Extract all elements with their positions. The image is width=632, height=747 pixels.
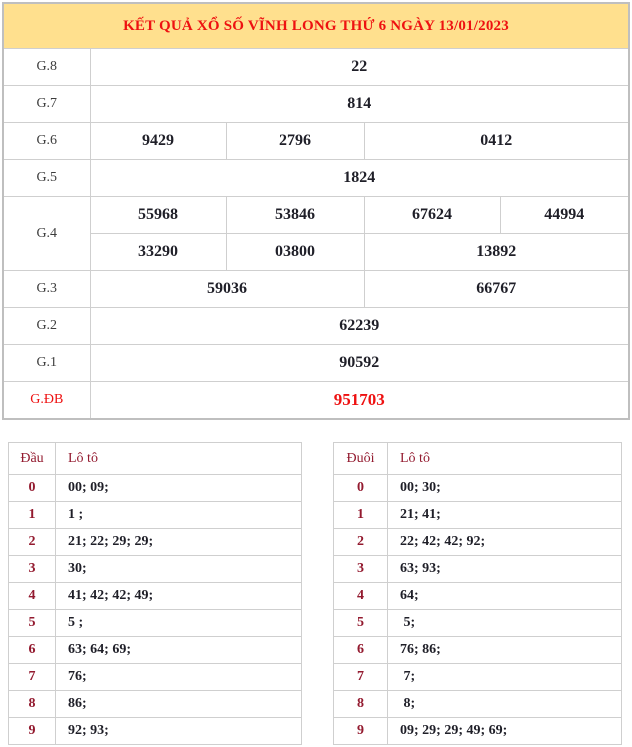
duoi-row-7	[334, 664, 622, 691]
prize-row-g5	[3, 160, 629, 197]
dau-loto-values: 41; 42; 42; 49;	[56, 583, 302, 610]
prize-label-g3: G.3	[3, 271, 90, 308]
prize-value-g1: 90592	[90, 345, 629, 382]
prize-label-g8: G.8	[3, 49, 90, 86]
duoi-loto-values: 22; 42; 42; 92;	[388, 529, 622, 556]
duoi-digit: 8	[334, 691, 388, 718]
prize-label-g1: G.1	[3, 345, 90, 382]
dau-row-7	[9, 664, 302, 691]
dau-row-4	[9, 583, 302, 610]
dau-loto-values: 1 ;	[56, 502, 302, 529]
dau-loto-table	[8, 442, 302, 745]
page-title: KẾT QUẢ XỔ SỐ VĨNH LONG THỨ 6 NGÀY 13/01/2023	[3, 3, 629, 49]
duoi-digit: 3	[334, 556, 388, 583]
duoi-loto-values: 7;	[388, 664, 622, 691]
dau-row-6	[9, 637, 302, 664]
dau-loto-column-header: Lô tô	[56, 443, 302, 475]
dau-loto-values: 63; 64; 69;	[56, 637, 302, 664]
dau-header-row	[9, 443, 302, 475]
dau-row-9	[9, 718, 302, 745]
duoi-row-8	[334, 691, 622, 718]
dau-digit: 3	[9, 556, 56, 583]
prize-label-g6: G.6	[3, 123, 90, 160]
prize-row-g7	[3, 86, 629, 123]
dau-loto-values: 76;	[56, 664, 302, 691]
dau-digit: 1	[9, 502, 56, 529]
dau-digit: 6	[9, 637, 56, 664]
duoi-loto-values: 09; 29; 29; 49; 69;	[388, 718, 622, 745]
duoi-row-2	[334, 529, 622, 556]
prize-row-g6	[3, 123, 629, 160]
title-row	[3, 3, 629, 49]
dau-column-header: Đầu	[9, 443, 56, 475]
prize-value-g2: 62239	[90, 308, 629, 345]
loto-summary-section	[2, 442, 630, 745]
prize-value-g6-3: 0412	[364, 123, 629, 160]
prize-value-g4-6: 03800	[226, 234, 364, 271]
prize-row-g3	[3, 271, 629, 308]
duoi-loto-values: 63; 93;	[388, 556, 622, 583]
dau-row-1	[9, 502, 302, 529]
dau-digit: 9	[9, 718, 56, 745]
duoi-digit: 0	[334, 475, 388, 502]
duoi-loto-values: 8;	[388, 691, 622, 718]
prize-value-g8: 22	[90, 49, 629, 86]
prize-label-g4: G.4	[3, 197, 90, 271]
prize-label-g2: G.2	[3, 308, 90, 345]
duoi-row-9	[334, 718, 622, 745]
duoi-row-1	[334, 502, 622, 529]
duoi-loto-values: 64;	[388, 583, 622, 610]
prize-row-gdb	[3, 382, 629, 420]
dau-row-8	[9, 691, 302, 718]
duoi-column-header: Đuôi	[334, 443, 388, 475]
duoi-row-3	[334, 556, 622, 583]
prize-value-g4-5: 33290	[90, 234, 226, 271]
prize-value-g3-2: 66767	[364, 271, 629, 308]
duoi-loto-values: 76; 86;	[388, 637, 622, 664]
prize-value-g4-4: 44994	[500, 197, 629, 234]
dau-row-0	[9, 475, 302, 502]
duoi-row-0	[334, 475, 622, 502]
dau-digit: 8	[9, 691, 56, 718]
duoi-row-5	[334, 610, 622, 637]
prize-value-g6-2: 2796	[226, 123, 364, 160]
prize-value-g7: 814	[90, 86, 629, 123]
duoi-loto-values: 00; 30;	[388, 475, 622, 502]
duoi-digit: 1	[334, 502, 388, 529]
prize-value-g5: 1824	[90, 160, 629, 197]
duoi-row-4	[334, 583, 622, 610]
prize-row-g1	[3, 345, 629, 382]
duoi-loto-values: 21; 41;	[388, 502, 622, 529]
dau-digit: 7	[9, 664, 56, 691]
dau-row-2	[9, 529, 302, 556]
prize-row-g4-b	[3, 234, 629, 271]
prize-row-g8	[3, 49, 629, 86]
dau-loto-values: 00; 09;	[56, 475, 302, 502]
duoi-loto-values: 5;	[388, 610, 622, 637]
duoi-digit: 7	[334, 664, 388, 691]
prize-value-g4-1: 55968	[90, 197, 226, 234]
prize-label-gdb: G.ĐB	[3, 382, 90, 420]
duoi-loto-table	[333, 442, 622, 745]
duoi-digit: 9	[334, 718, 388, 745]
prize-value-g3-1: 59036	[90, 271, 364, 308]
prize-row-g4-a	[3, 197, 629, 234]
prize-label-g7: G.7	[3, 86, 90, 123]
prize-value-g4-2: 53846	[226, 197, 364, 234]
prize-value-g6-1: 9429	[90, 123, 226, 160]
duoi-row-6	[334, 637, 622, 664]
dau-loto-values: 30;	[56, 556, 302, 583]
duoi-digit: 4	[334, 583, 388, 610]
duoi-digit: 5	[334, 610, 388, 637]
prize-label-g5: G.5	[3, 160, 90, 197]
duoi-digit: 6	[334, 637, 388, 664]
dau-digit: 2	[9, 529, 56, 556]
duoi-header-row	[334, 443, 622, 475]
duoi-loto-column-header: Lô tô	[388, 443, 622, 475]
prize-value-g4-3: 67624	[364, 197, 500, 234]
dau-loto-values: 21; 22; 29; 29;	[56, 529, 302, 556]
duoi-digit: 2	[334, 529, 388, 556]
prize-value-g4-7: 13892	[364, 234, 629, 271]
prize-value-gdb: 951703	[90, 382, 629, 420]
dau-loto-values: 92; 93;	[56, 718, 302, 745]
dau-loto-values: 86;	[56, 691, 302, 718]
dau-digit: 0	[9, 475, 56, 502]
dau-row-5	[9, 610, 302, 637]
prize-results-table	[2, 2, 630, 420]
dau-digit: 4	[9, 583, 56, 610]
dau-loto-values: 5 ;	[56, 610, 302, 637]
dau-digit: 5	[9, 610, 56, 637]
dau-row-3	[9, 556, 302, 583]
prize-row-g2	[3, 308, 629, 345]
